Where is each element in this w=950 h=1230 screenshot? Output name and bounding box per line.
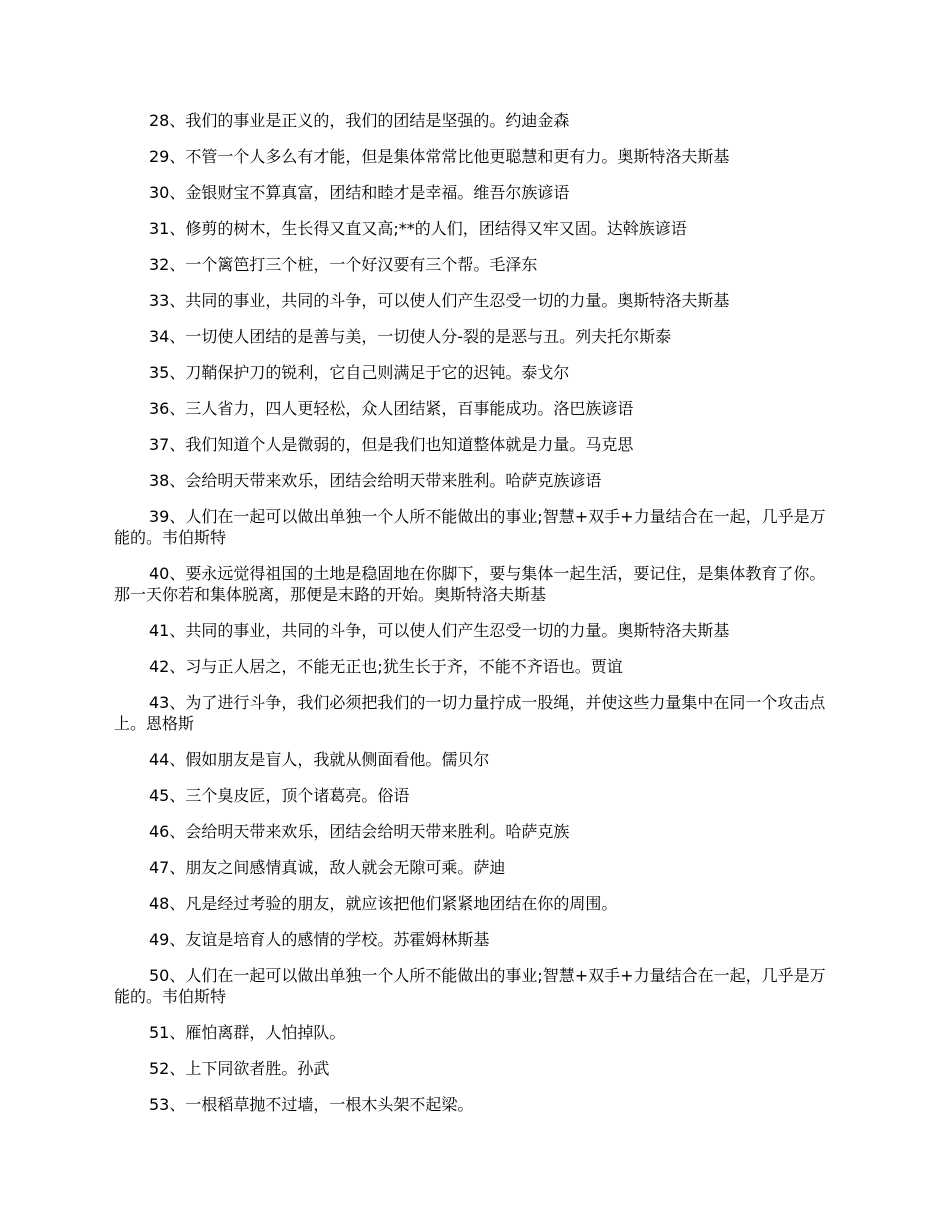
quote-paragraph: 43、为了进行斗争，我们必须把我们的一切力量拧成一股绳，并使这些力量集中在同一个攻击点上。恩格斯 (114, 693, 826, 733)
quote-paragraph: 53、一根稻草抛不过墙，一根木头架不起梁。 (149, 1095, 474, 1114)
quote-paragraph: 28、我们的事业是正义的，我们的团结是坚强的。约迪金森 (149, 111, 570, 130)
quote-paragraph: 30、金银财宝不算真富，团结和睦才是幸福。维吾尔族谚语 (149, 183, 570, 202)
quote-paragraph: 38、会给明天带来欢乐，团结会给明天带来胜利。哈萨克族谚语 (149, 471, 602, 490)
quote-paragraph: 42、习与正人居之，不能无正也;犹生长于齐，不能不齐语也。贾谊 (149, 657, 623, 676)
quote-paragraph: 29、不管一个人多么有才能，但是集体常常比他更聪慧和更有力。奥斯特洛夫斯基 (149, 147, 730, 166)
quote-paragraph: 36、三人省力，四人更轻松，众人团结紧，百事能成功。洛巴族谚语 (149, 399, 634, 418)
quote-paragraph: 52、上下同欲者胜。孙武 (149, 1059, 330, 1078)
quote-paragraph: 32、一个篱笆打三个桩，一个好汉要有三个帮。毛泽东 (149, 255, 538, 274)
quote-paragraph: 49、友谊是培育人的感情的学校。苏霍姆林斯基 (149, 930, 490, 949)
quote-paragraph: 35、刀鞘保护刀的锐利，它自己则满足于它的迟钝。泰戈尔 (149, 363, 570, 382)
quote-paragraph: 31、修剪的树木，生长得又直又高;**的人们，团结得又牢又固。达斡族谚语 (149, 219, 687, 238)
quote-paragraph: 46、会给明天带来欢乐，团结会给明天带来胜利。哈萨克族 (149, 822, 570, 841)
quote-paragraph: 51、雁怕离群，人怕掉队。 (149, 1023, 346, 1042)
quote-paragraph: 33、共同的事业，共同的斗争，可以使人们产生忍受一切的力量。奥斯特洛夫斯基 (149, 291, 730, 310)
quote-paragraph: 48、凡是经过考验的朋友，就应该把他们紧紧地团结在你的周围。 (149, 894, 618, 913)
quote-paragraph: 39、人们在一起可以做出单独一个人所不能做出的事业;智慧+双手+力量结合在一起，几乎是万能的。韦伯斯特 (114, 507, 826, 547)
quote-paragraph: 37、我们知道个人是微弱的，但是我们也知道整体就是力量。马克思 (149, 435, 634, 454)
quote-paragraph: 41、共同的事业，共同的斗争，可以使人们产生忍受一切的力量。奥斯特洛夫斯基 (149, 621, 730, 640)
document-body (114, 110, 826, 1130)
quote-paragraph: 44、假如朋友是盲人，我就从侧面看他。儒贝尔 (149, 750, 490, 769)
quote-paragraph: 45、三个臭皮匠，顶个诸葛亮。俗语 (149, 786, 410, 805)
quote-paragraph: 50、人们在一起可以做出单独一个人所不能做出的事业;智慧+双手+力量结合在一起，几乎是万能的。韦伯斯特 (114, 966, 826, 1006)
quote-paragraph: 34、一切使人团结的是善与美，一切使人分-裂的是恶与丑。列夫托尔斯泰 (149, 327, 672, 346)
quote-paragraph: 40、要永远觉得祖国的土地是稳固地在你脚下，要与集体一起生活，要记住，是集体教育了你。那一天你若和集体脱离，那便是末路的开始。奥斯特洛夫斯基 (114, 564, 826, 604)
quote-paragraph: 47、朋友之间感情真诚，敌人就会无隙可乘。萨迪 (149, 858, 506, 877)
